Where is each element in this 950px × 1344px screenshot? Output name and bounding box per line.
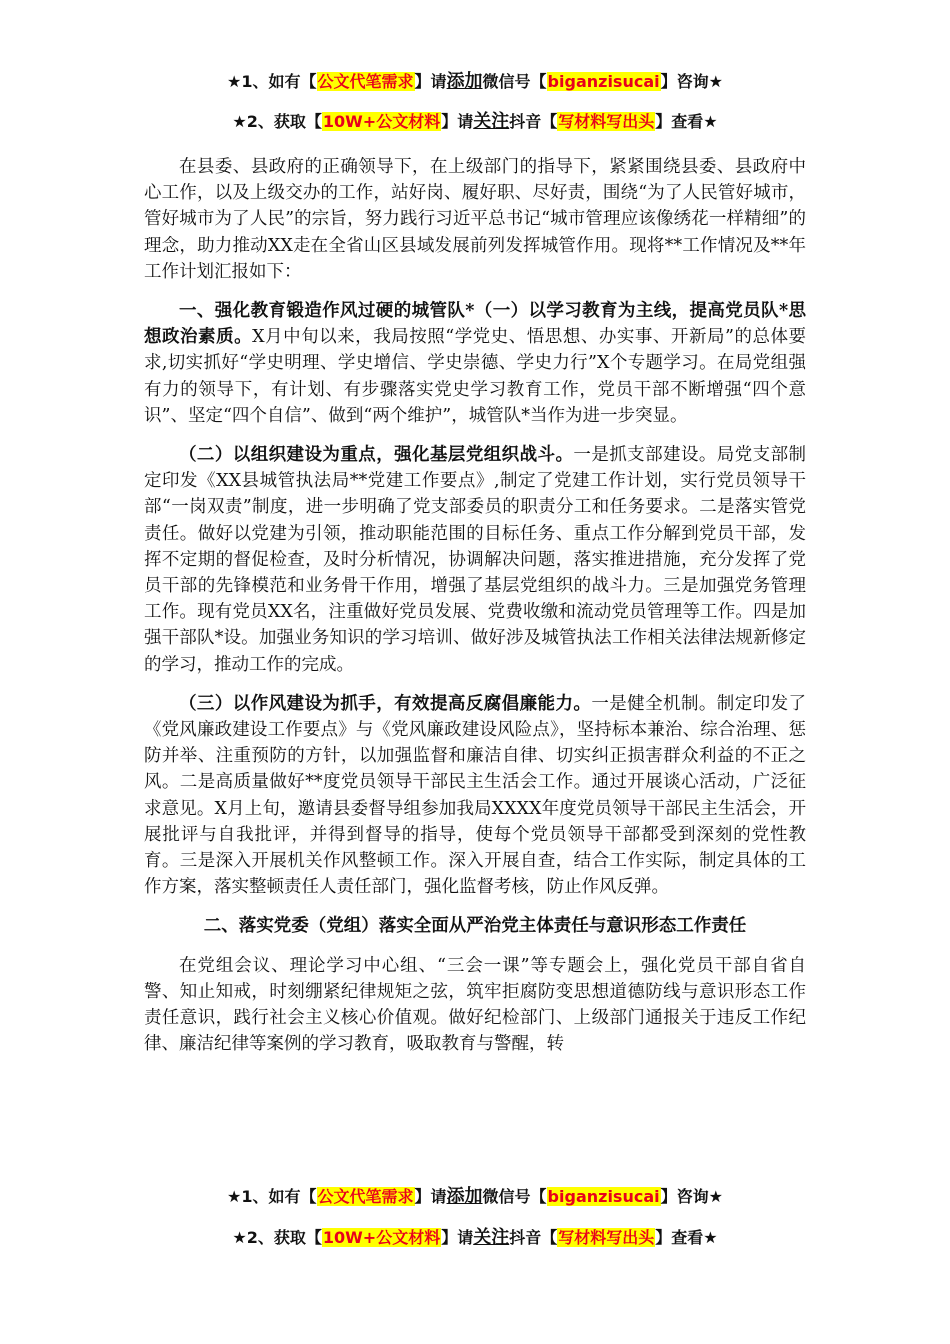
- underline-add: 添加: [446, 71, 483, 92]
- banner-text: 】咨询★: [660, 72, 723, 91]
- banner-text: 】咨询★: [660, 1187, 723, 1206]
- section-1-3-text: 一是健全机制。制定印发了《党风廉政建设工作要点》与《党风廉政建设风险点》，坚持标本兼治、综合治理、惩防并举、注重预防的方针，以加强监督和廉洁自律、切实纠正损害群众利益的不正之风。二是高质量做好**度党员领导干部民主生活会工作。通过开展谈心活动，广泛征求意见。X月上旬，邀请县委督导组参加我局XXXX年度党员领导干部民主生活会，开展批评与自我批评，并得到督导的指导，使每个党员领导干部都受到深刻的党性教育。三是深入开展机关作风整顿工作。深入开展自查，结合工作实际，制定具体的工作方案，落实整顿责任人责任部门，强化监督考核，防止作风反弹。: [144, 693, 807, 898]
- banner-text: ★1、如有【: [227, 72, 317, 91]
- top-banner-line-2: [0, 111, 950, 133]
- banner-text: 抖音【: [509, 1228, 558, 1247]
- banner-text: ★2、获取【: [232, 112, 322, 131]
- banner-text: 】查看★: [655, 112, 718, 131]
- section-1-2-paragraph: [144, 442, 806, 678]
- highlight-materials: 10W+公文材料: [322, 1228, 441, 1247]
- underline-follow: 关注: [473, 1227, 510, 1248]
- bottom-banner-line-1: [0, 1186, 950, 1208]
- highlight-ghostwriting: 公文代笔需求: [317, 72, 414, 91]
- banner-text: ★2、获取【: [232, 1228, 322, 1247]
- highlight-wechat-id: biganzisucai: [547, 72, 660, 91]
- banner-text: 】请: [414, 1187, 447, 1206]
- highlight-wechat-id: biganzisucai: [547, 1187, 660, 1206]
- top-banner-line-1: [0, 71, 950, 93]
- section-1-paragraph: [144, 298, 806, 429]
- highlight-douyin-id: 写材料写出头: [558, 1228, 655, 1247]
- section-1-text: X月中旬以来，我局按照“学党史、悟思想、办实事、开新局”的总体要求,切实抓好“学史明理、学史增信、学史崇德、学史力行”X个专题学习。在局党组强有力的领导下，有计划、有步骤落实党史学习教育工作，党员干部不断增强“四个意识”、坚定“四个自信”、做到“两个维护”，城管队*当作为进一步突显。: [144, 327, 806, 426]
- banner-text: 】请: [414, 72, 447, 91]
- banner-text: 】查看★: [655, 1228, 718, 1247]
- section-2-heading-paragraph: [144, 913, 806, 939]
- section-2-paragraph: 在党组会议、理论学习中心组、“三会一课”等专题会上，强化党员干部自省自警、知止知戒，时刻绷紧纪律规矩之弦，筑牢拒腐防变思想道德防线与意识形态工作责任意识，践行社会主义核心价值观。做好纪检部门、上级部门通报关于违反工作纪律、廉洁纪律等案例的学习教育，吸取教育与警醒，转: [144, 955, 806, 1055]
- section-1-3-heading: （三）以作风建设为抓手，有效提高反腐倡廉能力。: [179, 693, 592, 714]
- banner-text: 微信号【: [482, 72, 547, 91]
- highlight-materials: 10W+公文材料: [322, 112, 441, 131]
- bottom-banner-line-2: [0, 1227, 950, 1249]
- banner-text: 】请: [441, 1228, 474, 1247]
- underline-add: 添加: [446, 1186, 483, 1207]
- section-1-2-heading: （二）以组织建设为重点，强化基层党组织战斗。: [179, 445, 574, 466]
- banner-text: 抖音【: [509, 112, 558, 131]
- document-body: [144, 154, 806, 1058]
- highlight-ghostwriting: 公文代笔需求: [317, 1187, 414, 1206]
- section-1-3-paragraph: [144, 691, 806, 901]
- intro-paragraph: 在县委、县政府的正确领导下，在上级部门的指导下，紧紧围绕县委、县政府中心工作，以及上级交办的工作，站好岗、履好职、尽好责，围绕“为了人民管好城市，管好城市为了人民”的宗旨，努力践行习近平总书记“城市管理应该像绣花一样精细”的理念，助力推动XX走在全省山区县域发展前列发挥城管作用。现将**工作情况及**年工作计划汇报如下：: [144, 157, 806, 282]
- banner-text: 微信号【: [482, 1187, 547, 1206]
- section-1-2-text: 一是抓支部建设。局党支部制定印发《XX县城管执法局**党建工作要点》,制定了党建工作计划，实行党员领导干部“一岗双责”制度，进一步明确了党支部委员的职责分工和任务要求。二是落实管党责任。做好以党建为引领，推动职能范围的目标任务、重点工作分解到党员干部，发挥不定期的督促检查，及时分析情况，协调解决问题，落实推进措施，充分发挥了党员干部的先锋模范和业务骨干作用，增强了基层党组织的战斗力。三是加强党务管理工作。现有党员XX名，注重做好党员发展、党费收缴和流动党员管理等工作。四是加强干部队*设。加强业务知识的学习培训、做好涉及城管执法工作相关法律法规新修定的学习，推动工作的完成。: [144, 445, 807, 675]
- highlight-douyin-id: 写材料写出头: [558, 112, 655, 131]
- banner-text: ★1、如有【: [227, 1187, 317, 1206]
- section-1-heading: 一、强化教育锻造作风过硬的城管队*（一）以学习教育为主线，提高党员队*思想政治素质。: [144, 301, 806, 348]
- underline-follow: 关注: [473, 111, 510, 132]
- section-2-heading: 二、落实党委（党组）落实全面从严治党主体责任与意识形态工作责任: [203, 916, 747, 937]
- banner-text: 】请: [441, 112, 474, 131]
